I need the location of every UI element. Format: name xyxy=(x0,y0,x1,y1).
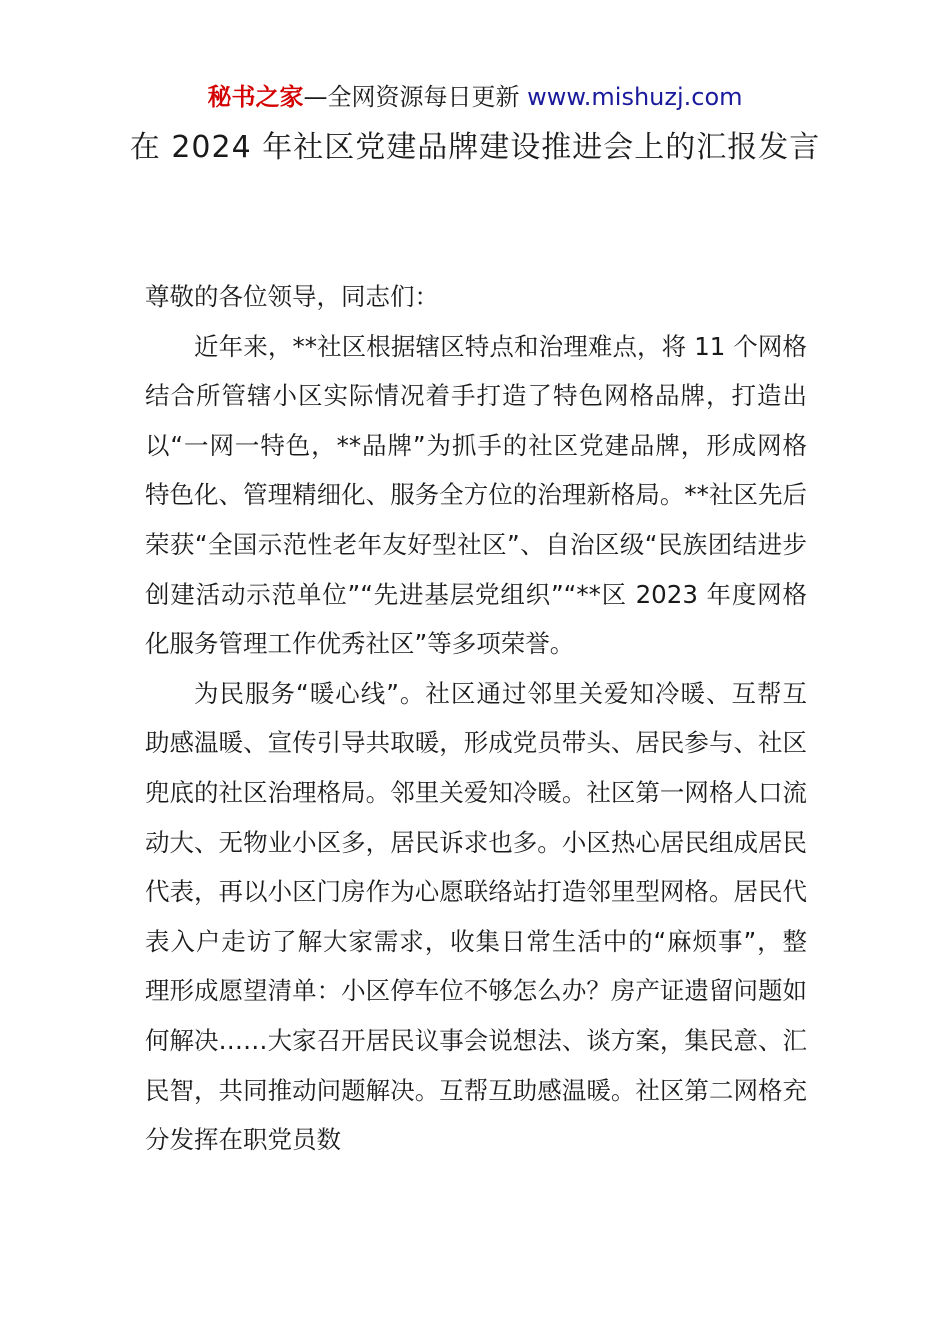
site-url[interactable]: www.mishuzj.com xyxy=(527,83,743,111)
paragraph: 近年来，**社区根据辖区特点和治理难点，将 11 个网格结合所管辖小区实际情况着手打造了特色网格品牌，打造出以“一网一特色，**品牌”为抓手的社区党建品牌，形成网格特色化、管理精细化、服务全方位的治理新格局。**社区先后荣获“全国示范性老年友好型社区”、自治区级“民族团结进步创建活动示范单位”“先进基层党组织”“**区 2023 年度网格化服务管理工作优秀社区”等多项荣誉。 xyxy=(145,331,807,659)
header-tagline: —全网资源每日更新 xyxy=(303,83,528,111)
brand-name: 秘书之家 xyxy=(207,83,304,111)
salutation: 尊敬的各位领导，同志们： xyxy=(145,282,439,311)
paragraph: 为民服务“暖心线”。社区通过邻里关爱知冷暖、互帮互助感温暖、宣传引导共取暖，形成党员带头、居民参与、社区兜底的社区治理格局。邻里关爱知冷暖。社区第一网格人口流动大、无物业小区多，居民诉求也多。小区热心居民组成居民代表，再以小区门房作为心愿联络站打造邻里型网格。居民代表入户走访了解大家需求，收集日常生活中的“麻烦事”，整理形成愿望清单：小区停车位不够怎么办？房产证遗留问题如何解决……大家召开居民议事会说想法、谈方案，集民意、汇民智，共同推动问题解决。互帮互助感温暖。社区第二网格充分发挥在职党员数 xyxy=(145,678,807,1155)
document-body xyxy=(145,272,807,1165)
document-title: 在 2024 年社区党建品牌建设推进会上的汇报发言 xyxy=(129,130,821,165)
site-header xyxy=(0,80,950,114)
